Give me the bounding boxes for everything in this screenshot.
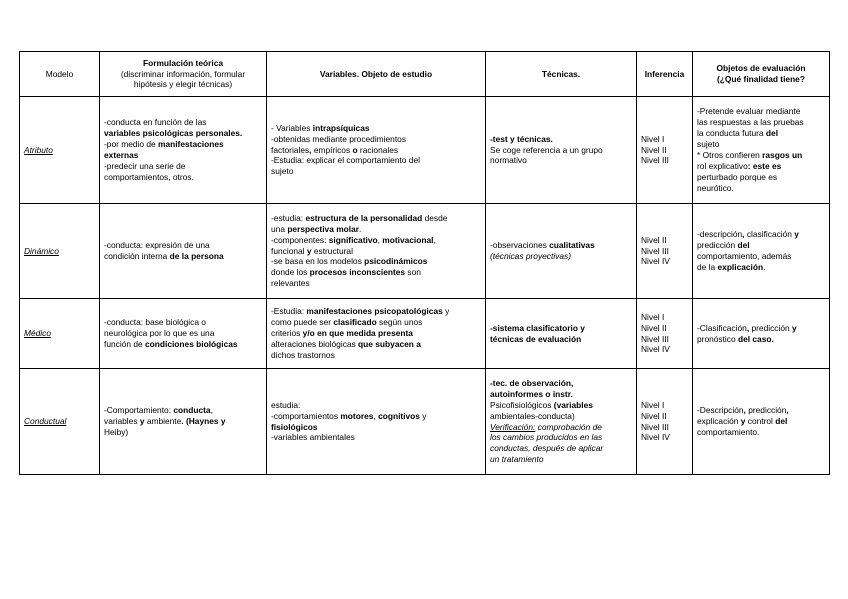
text-line: Nivel IV [641,432,670,443]
text-line [697,334,825,345]
text-line: Nivel II [641,322,667,333]
text-line [271,267,481,278]
text-line: -variables ambientales [271,432,355,443]
text-segment: -comportamientos [271,410,341,421]
text-line: un tratamiento [490,454,544,465]
text-segment: significativo [328,234,378,245]
text-line: Nivel IV [641,256,670,267]
text-segment: una [271,223,288,234]
text-segment: autoinformes o instr. [490,388,573,399]
text-line [271,306,481,317]
text-line [104,405,262,416]
text-segment: -estudia: [271,212,306,223]
text-line: relevantes [271,278,310,289]
text-segment: y [738,416,748,427]
text-segment: intrapsíquicas [312,122,370,133]
text-line [104,339,262,350]
text-segment: , [309,144,314,155]
text-segment: motivacional [382,234,434,245]
text-line [697,128,825,139]
text-line: Se coge referencia a un grupo [490,144,603,155]
text-segment: , [742,229,747,240]
text-line [697,323,825,334]
table-row-dinamico [20,204,830,299]
variables-cell [267,204,486,299]
header-objetivos-l2: (¿Qué finalidad tiene? [717,74,805,84]
text-line: perturbado porque es [697,171,778,182]
text-segment: racionales [359,144,399,155]
text-line [104,139,262,150]
text-line: normativo [490,155,527,166]
text-line: (técnicas proyectivas) [490,251,571,261]
text-segment: y [791,229,799,240]
text-line [697,416,825,427]
text-segment: estructura de la personalidad [305,212,423,223]
text-segment: rasgos un [762,150,803,160]
text-line [697,262,825,273]
text-segment: explicación [697,416,739,427]
objetivos-cell [693,97,830,204]
text-segment: pronóstico [697,333,736,344]
text-line [697,161,825,172]
header-formulacion-sub2: hipótesis y elegir técnicas) [133,79,233,90]
text-line [104,416,262,427]
text-line: Nivel I [641,133,665,144]
header-inferencia: Inferencia [637,52,693,97]
text-segment: condición interna [104,251,168,261]
header-modelo: Modelo [20,52,100,97]
tecnicas-cell [486,299,637,369]
text-segment: . [359,223,362,234]
objetivos-cell [693,299,830,369]
header-formulacion [100,52,267,97]
text-segment: fisiológicos [271,421,318,432]
table-row-conductual [20,369,830,475]
text-line [697,405,825,416]
text-segment: condiciones biológicas [144,338,238,349]
text-line: conductas, después de aplicar [490,443,604,454]
text-line: neurótico. [697,182,734,193]
table-row-atributo [20,97,830,204]
header-objetivos [693,52,830,97]
text-segment: y [419,410,427,421]
text-segment: manifestaciones psicopatológicas [306,306,443,317]
text-segment: , [373,410,379,421]
text-line [104,128,262,139]
text-segment: funcional [271,245,305,256]
text-segment: procesos inconscientes [309,267,406,278]
text-line: estudia: [271,399,301,410]
formulacion-cell [100,97,267,204]
text-line [271,235,481,246]
text-line: sujeto [271,166,294,177]
text-line: -predecir una serie de [104,160,186,171]
text-line [697,240,825,251]
text-segment: -por medio de [104,139,158,150]
text-segment: la conducta futura [697,128,764,139]
text-segment: según unos [376,317,423,328]
text-segment: -Descripción [697,405,744,416]
text-segment: y [137,416,147,427]
text-segment: desde [422,212,448,223]
text-segment: control [747,416,773,427]
text-line [490,334,632,345]
text-line: comportamientos, otros. [104,171,194,182]
text-segment: del [772,416,788,427]
tecnicas-cell [486,369,637,475]
text-segment: donde los [271,267,310,278]
text-line: sujeto [697,139,720,150]
text-line [697,229,825,240]
header-tecnicas: Técnicas. [486,52,637,97]
text-segment: cognitivos [378,410,420,421]
text-line [490,422,632,433]
text-line [490,378,632,389]
header-row [20,52,830,97]
text-segment: alteraciones biológicas [271,338,356,349]
text-segment: del [735,240,750,251]
text-segment: o [350,144,360,155]
text-line: Nivel III [641,245,669,256]
text-segment: clasificación [746,229,792,240]
text-segment: externas [104,150,139,160]
text-segment: ambiente [146,416,182,427]
text-line: -conducta en función de las [104,117,207,128]
text-segment: del [763,128,779,139]
text-segment: , [743,405,749,416]
objetivos-cell [693,369,830,475]
text-line: Nivel I [641,399,665,410]
text-segment: y [442,306,450,317]
text-segment: -Clasificación [697,322,747,333]
text-segment: predicción [751,322,790,333]
text-line: Nivel III [641,155,669,166]
variables-cell [267,97,486,204]
text-line [271,339,481,350]
text-segment: motores [340,410,374,421]
text-line: Nivel IV [641,344,670,355]
text-line: neurológica por lo que es una [104,328,215,339]
header-formulacion-title: Formulación teórica [142,57,224,68]
text-line: Heiby) [104,426,129,437]
table-row-medico [20,299,830,369]
text-line: Nivel II [641,410,667,421]
model-name: Dinámico [20,204,100,299]
text-segment: rol explicativo [697,160,748,171]
text-line: dichos trastornos [271,349,335,360]
text-segment: , [433,234,436,245]
text-segment: perspectiva molar [287,223,359,234]
text-line [271,213,481,224]
text-line: comportamiento, además [697,251,792,261]
text-line: Nivel II [641,234,667,245]
text-segment: , [210,405,213,416]
text-line [271,145,481,156]
text-line [490,389,632,400]
tecnicas-cell [486,204,637,299]
text-segment: de la persona [167,251,224,261]
text-segment: son [405,267,421,278]
text-line [490,240,632,251]
text-segment: -Comportamiento: [104,405,174,416]
text-segment: - Variables [271,122,313,133]
text-segment: psicodinámicos [364,256,428,267]
text-segment: (variables [551,399,593,410]
text-segment: -tec. de observación, [490,377,574,388]
text-line: -obtenidas mediante procedimientos [271,133,407,144]
text-segment: -componentes: [271,234,329,245]
text-segment: -sistema clasificatorio y [490,322,585,333]
text-segment: manifestaciones [158,139,224,150]
text-segment: cualitativas [549,240,595,251]
text-segment: técnicas de evaluación [490,333,582,344]
text-line: ambientales-conducta) [490,410,575,421]
text-segment: , [786,405,789,416]
text-segment: empíricos [313,144,351,155]
text-segment: -Estudia: [271,306,307,317]
model-name: Médico [20,299,100,369]
header-formulacion-sub1: (discriminar información, formular [120,68,246,79]
text-segment: estructural [313,245,353,256]
text-segment: y/o en que medida presenta [300,328,413,339]
formulacion-cell [100,299,267,369]
text-segment: Verificación: [490,421,536,432]
formulacion-cell [100,369,267,475]
text-line [271,422,481,433]
text-segment: : este es [747,160,782,171]
text-segment: predicción [697,240,736,251]
text-segment: clasificado [333,317,377,328]
inferencia-cell [637,369,693,475]
header-variables: Variables. Objeto de estudio [267,52,486,97]
text-line [104,251,262,262]
evaluation-models-table [19,51,830,475]
text-segment: -se basa en los modelos [271,256,365,267]
text-segment: variables psicológicas personales. [104,128,243,139]
text-segment: y [304,245,314,256]
text-line: los cambios producidos en las [490,432,603,443]
text-segment: . [763,261,766,272]
text-line: Nivel III [641,333,669,344]
text-segment: -observaciones [490,240,550,251]
text-segment: como puede ser [271,317,334,328]
text-line [490,323,632,334]
text-segment: de la [697,261,718,272]
text-segment: -descripción [697,229,743,240]
text-line: las respuestas a las pruebas [697,117,804,128]
text-line: Nivel II [641,144,667,155]
text-line [271,317,481,328]
text-line: -conducta: base biológica o [104,317,206,328]
model-name: Atributo [20,97,100,204]
text-segment: -test y técnicas. [490,133,553,144]
text-line: -conducta: expresión de una [104,240,210,251]
text-line: Nivel III [641,421,669,432]
objetivos-cell [693,204,830,299]
tecnicas-cell [486,97,637,204]
formulacion-cell [100,204,267,299]
inferencia-cell [637,97,693,204]
header-objetivos-l1: Objetos de evaluación [716,63,806,74]
text-segment: función de [104,338,145,349]
text-segment: predicción [748,405,787,416]
text-line: Nivel I [641,311,665,322]
variables-cell [267,299,486,369]
text-segment: que subyacen a [355,338,421,349]
text-line [271,411,481,422]
text-segment: , [377,234,383,245]
text-segment: variables [104,416,138,427]
inferencia-cell [637,299,693,369]
text-line [490,134,632,145]
text-line: -Pretende evaluar mediante [697,106,801,117]
text-line: comportamiento. [697,426,760,437]
text-line [697,150,825,161]
text-segment: y [789,322,797,333]
inferencia-cell [637,204,693,299]
model-name: Conductual [20,369,100,475]
text-segment: explicación [717,261,764,272]
text-segment: factoriales [271,144,310,155]
text-segment: * Otros confieren [697,150,763,160]
text-line [271,123,481,134]
text-line: -Estudia: explicar el comportamiento del [271,155,420,166]
text-line [271,256,481,267]
text-line [271,328,481,339]
text-segment: del caso. [735,333,774,344]
text-line [104,150,262,161]
variables-cell [267,369,486,475]
text-segment: comprobación de [535,421,602,432]
text-line [271,224,481,235]
text-segment: Psicofisiológicos [490,399,552,410]
text-segment: , [746,322,752,333]
text-line [490,400,632,411]
text-segment: conducta [173,405,211,416]
text-segment: . (Haynes y [181,416,226,427]
text-segment: criterios [271,328,301,339]
text-line [271,246,481,257]
